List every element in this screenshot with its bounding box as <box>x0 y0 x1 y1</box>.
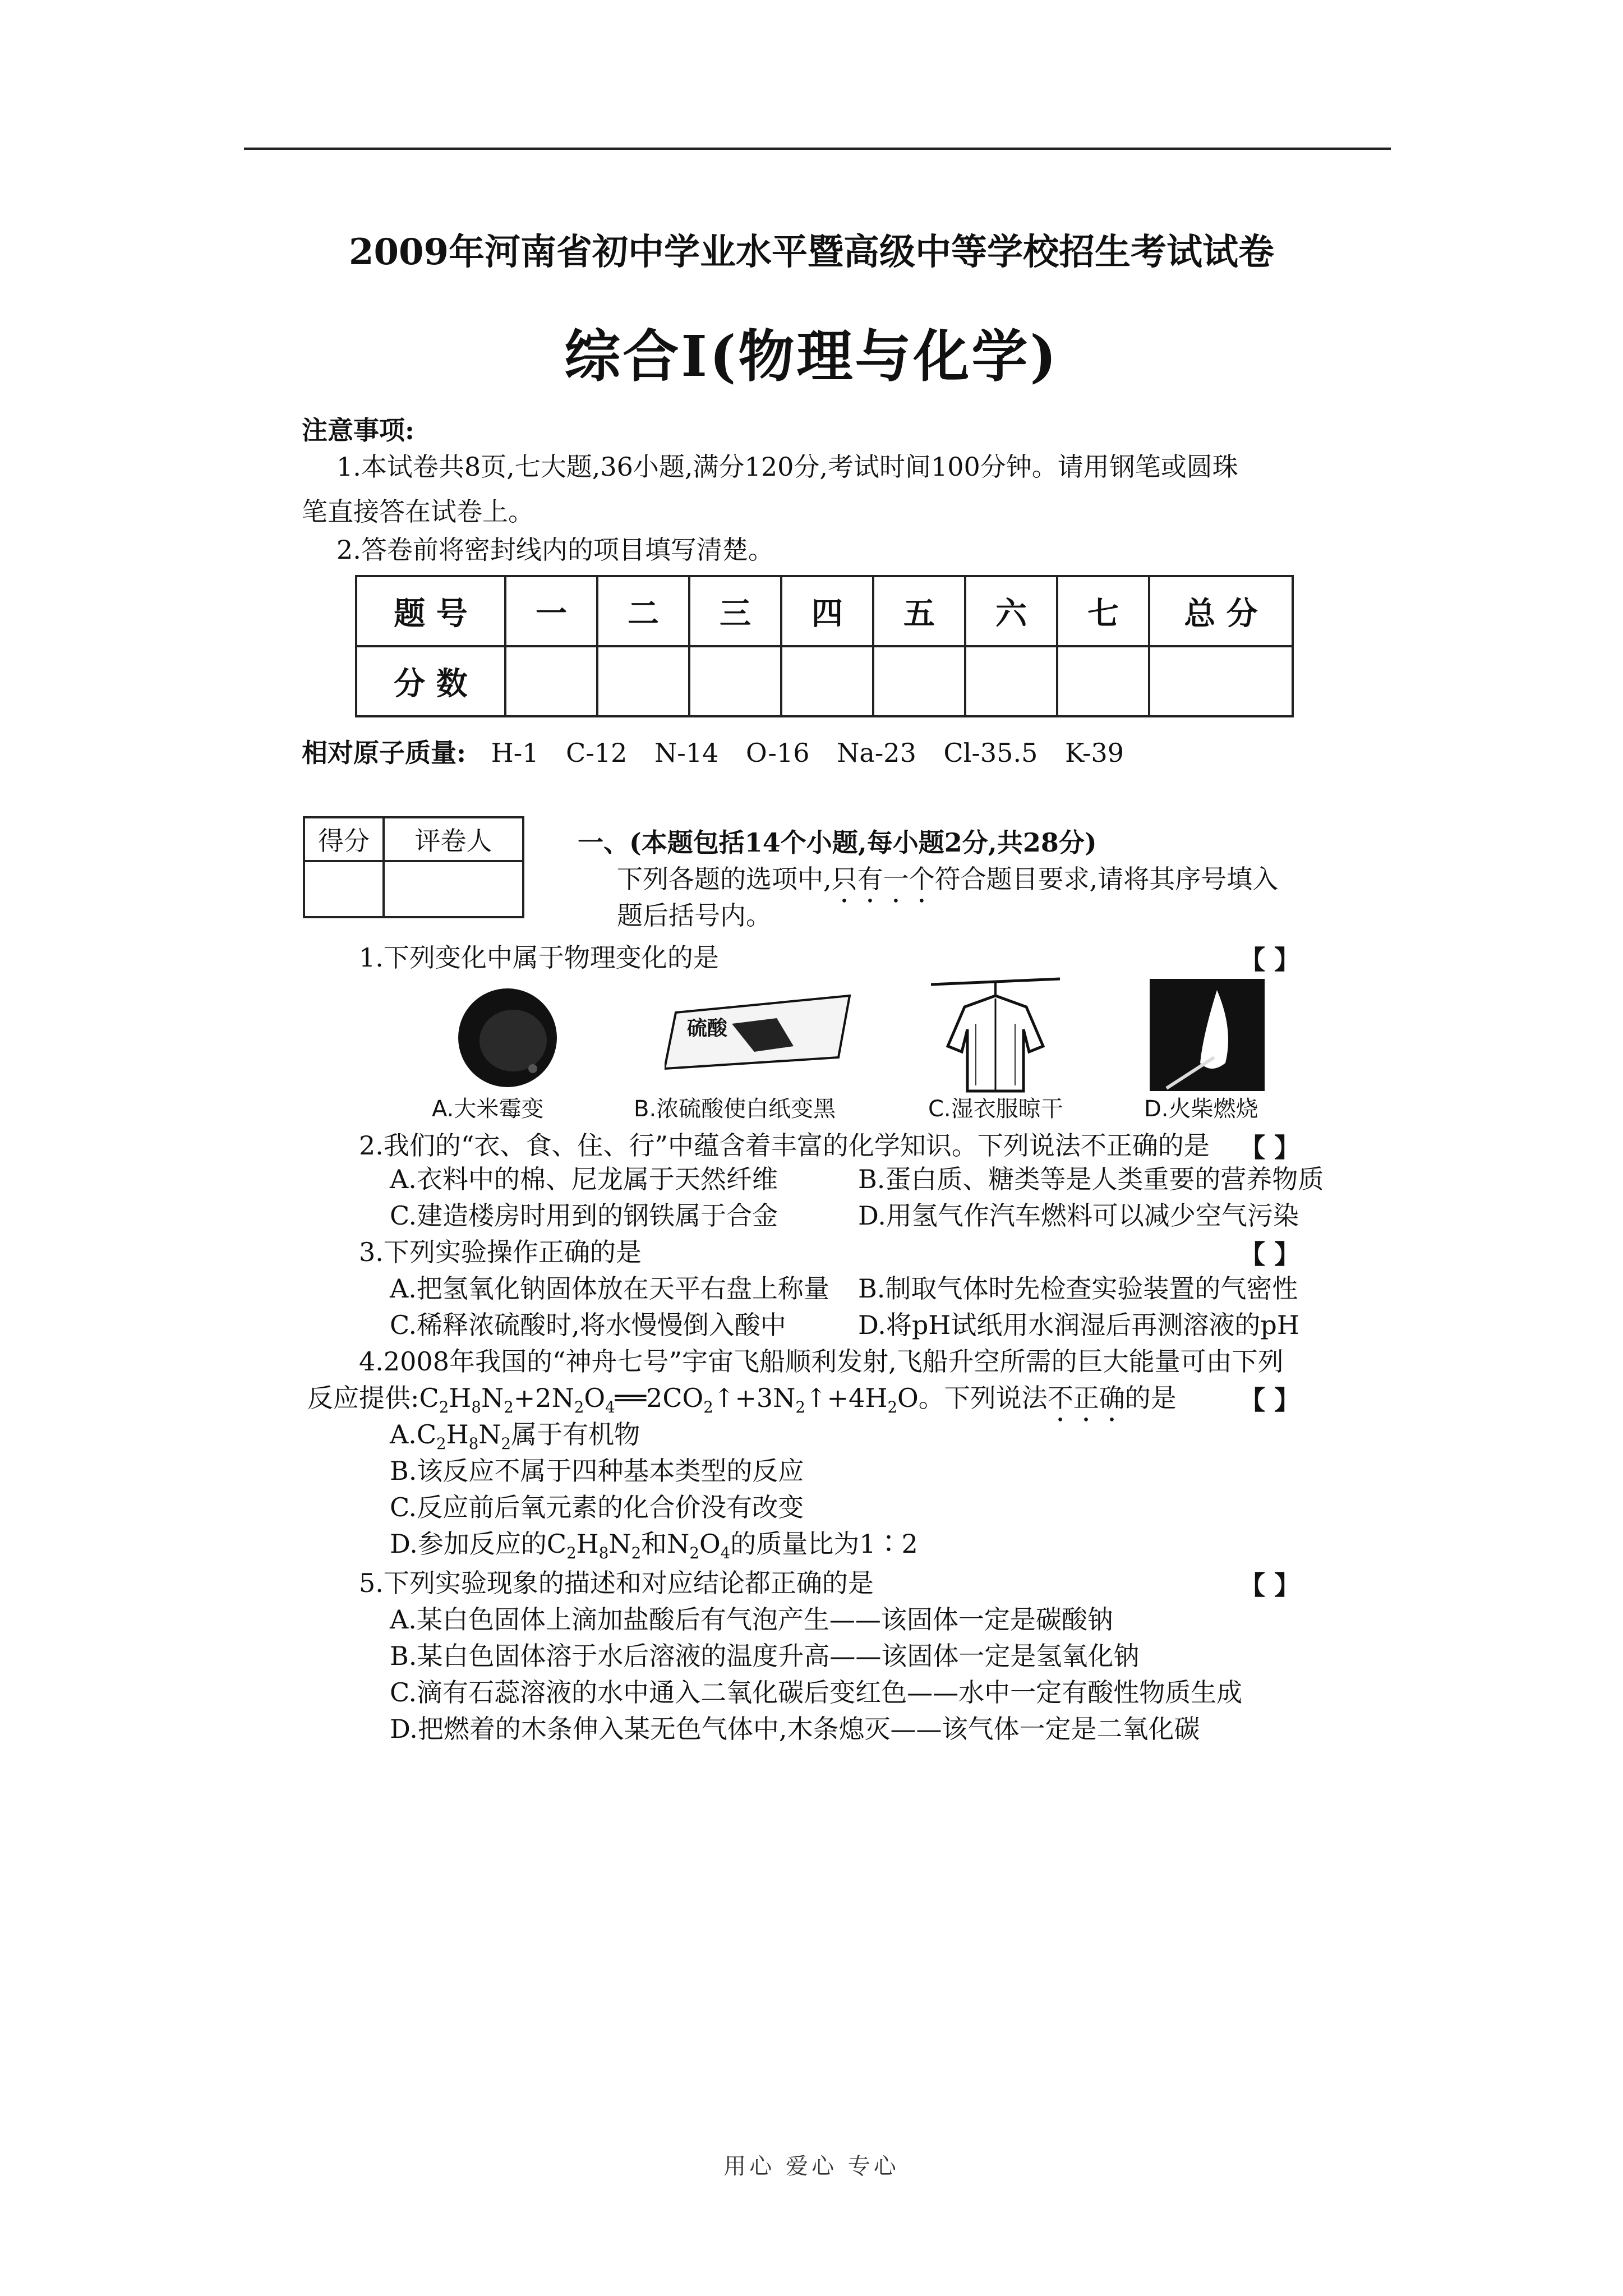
score-cell[interactable] <box>505 646 597 716</box>
score-table <box>355 575 1294 717</box>
instr-part-a: 下列各题的选项中, <box>617 864 832 894</box>
q3-stem: 3.下列实验操作正确的是 <box>359 1237 642 1267</box>
score-col-4: 四 <box>781 576 873 646</box>
q1-caption-c: C.湿衣服晾干 <box>928 1096 1063 1122</box>
atomic-masses-label: 相对原子质量: <box>302 738 466 768</box>
q5-option-b: B.某白色固体溶于水后溶液的温度升高——该固体一定是氢氧化钠 <box>390 1641 1140 1671</box>
q3-answer-bracket[interactable]: 【 】 <box>1239 1239 1301 1269</box>
q2-option-a: A.衣料中的棉、尼龙属于天然纤维 <box>390 1164 778 1194</box>
q4-option-d-prefix: D.参加反应的 <box>390 1529 547 1559</box>
score-col-1: 一 <box>505 576 597 646</box>
q2-option-b: B.蛋白质、糖类等是人类重要的营养物质 <box>858 1164 1324 1194</box>
q5-option-c: C.滴有石蕊溶液的水中通入二氧化碳后变红色——水中一定有酸性物质生成 <box>390 1677 1243 1708</box>
notes-item1-line2: 笔直接答在试卷上。 <box>302 496 534 527</box>
score-cell[interactable] <box>689 646 781 716</box>
q3-option-c: C.稀释浓硫酸时,将水慢慢倒入酸中 <box>390 1310 786 1340</box>
score-cell[interactable] <box>781 646 873 716</box>
q4-option-d-mid: 和 <box>641 1529 667 1559</box>
score-header-label: 题 号 <box>356 576 505 646</box>
notes-item1-line1: 1.本试卷共8页,七大题,36小题,满分120分,考试时间100分钟。请用钢笔或圆珠 <box>336 452 1238 482</box>
q1-caption-d: D.火柴燃烧 <box>1144 1096 1258 1122</box>
q1-stem: 1.下列变化中属于物理变化的是 <box>359 942 719 973</box>
score-col-total: 总 分 <box>1149 576 1293 646</box>
score-row-label: 分 数 <box>356 646 505 716</box>
exam-subtitle: 综合Ⅰ(物理与化学) <box>564 323 1059 389</box>
notes-item2: 2.答卷前将密封线内的项目填写清楚。 <box>336 535 774 565</box>
drying-clothes-image <box>931 973 1060 1099</box>
q4-option-a-text: 属于有机物 <box>511 1419 640 1450</box>
q3-option-a: A.把氢氧化钠固体放在天平右盘上称量 <box>390 1273 829 1304</box>
score-cell[interactable] <box>597 646 689 716</box>
q5-option-a: A.某白色固体上滴加盐酸后有气泡产生——该固体一定是碳酸钠 <box>390 1604 1113 1635</box>
score-col-6: 六 <box>965 576 1057 646</box>
score-col-7: 七 <box>1057 576 1149 646</box>
atomic-masses <box>302 735 1124 771</box>
q4-line2-end: 的是 <box>1124 1383 1177 1413</box>
q4-emphasis: 不正确 <box>1047 1383 1125 1413</box>
acid-paper-image <box>665 990 855 1074</box>
q4-line2-suffix: 。下列说法 <box>918 1383 1048 1413</box>
rice-mold-image <box>443 984 572 1091</box>
score-col-5: 五 <box>873 576 965 646</box>
instr-emphasis: 只有一个 <box>831 864 935 894</box>
q2-stem: 2.我们的“衣、食、住、行”中蕴含着丰富的化学知识。下列说法不正确的是 <box>359 1130 1210 1161</box>
q4-option-a: $A.C_2H_8N_2$属于有机物 <box>390 1419 640 1453</box>
q5-answer-bracket[interactable]: 【 】 <box>1239 1570 1301 1600</box>
q4-option-d: D.参加反应的$C_2H_8N_2$和$N_2O_4$的质量比为1∶2 <box>390 1529 918 1563</box>
notes-heading: 注意事项: <box>302 415 414 445</box>
q4-option-c: C.反应前后氧元素的化合价没有改变 <box>390 1492 804 1522</box>
q4-equation: $C_2H_8N_2+2N_2O_4══2CO_2↑+3N_2↑+4H_2O$ <box>419 1383 919 1417</box>
grader-table <box>303 816 524 918</box>
score-cell[interactable] <box>1149 646 1293 716</box>
q2-answer-bracket[interactable]: 【 】 <box>1239 1133 1301 1163</box>
exam-title: 2009年河南省初中学业水平暨高级中等学校招生考试试卷 <box>348 231 1275 273</box>
section1-instructions-line2: 题后括号内。 <box>617 900 772 931</box>
instr-part-b: 符合题目要求,请将其序号填入 <box>934 864 1279 894</box>
q2-option-d: D.用氢气作汽车燃料可以减少空气污染 <box>858 1200 1299 1231</box>
section1-heading: 一、(本题包括14个小题,每小题2分,共28分) <box>578 827 1097 858</box>
grader-name-label: 评卷人 <box>384 817 523 861</box>
score-col-2: 二 <box>597 576 689 646</box>
grader-score-label: 得分 <box>304 817 384 861</box>
q4-line1: 4.2008年我国的“神舟七号”宇宙飞船顺利发射,飞船升空所需的巨大能量可由下列 <box>359 1346 1284 1377</box>
q5-option-d: D.把燃着的木条伸入某无色气体中,木条熄灭——该气体一定是二氧化碳 <box>390 1714 1200 1744</box>
score-cell[interactable] <box>1057 646 1149 716</box>
top-rule <box>244 148 1391 150</box>
acid-paper-text: 硫酸 <box>687 1017 728 1040</box>
grader-name-cell[interactable] <box>384 861 523 917</box>
score-cell[interactable] <box>873 646 965 716</box>
q3-option-b: B.制取气体时先检查实验装置的气密性 <box>858 1273 1298 1304</box>
match-burning-image <box>1150 979 1265 1091</box>
q1-caption-b: B.浓硫酸使白纸变黑 <box>634 1096 836 1122</box>
grader-score-cell[interactable] <box>304 861 384 917</box>
q1-caption-a: A.大米霉变 <box>432 1096 544 1122</box>
q2-option-c: C.建造楼房时用到的钢铁属于合金 <box>390 1200 778 1231</box>
score-col-3: 三 <box>689 576 781 646</box>
q1-answer-bracket[interactable]: 【 】 <box>1239 945 1301 975</box>
q5-stem: 5.下列实验现象的描述和对应结论都正确的是 <box>359 1568 874 1598</box>
page-footer: 用心 爱心 专心 <box>723 2154 900 2179</box>
atomic-masses-values: H-1 C-12 N-14 O-16 Na-23 Cl-35.5 K-39 <box>491 738 1124 768</box>
q4-line2-prefix: 反应提供: <box>307 1383 419 1413</box>
q4-option-b: B.该反应不属于四种基本类型的反应 <box>390 1456 804 1486</box>
q4-option-d-suffix: 的质量比为1∶2 <box>730 1529 918 1559</box>
score-cell[interactable] <box>965 646 1057 716</box>
q3-option-d: D.将pH试纸用水润湿后再测溶液的pH <box>858 1310 1299 1340</box>
q4-answer-bracket[interactable]: 【 】 <box>1239 1385 1301 1415</box>
